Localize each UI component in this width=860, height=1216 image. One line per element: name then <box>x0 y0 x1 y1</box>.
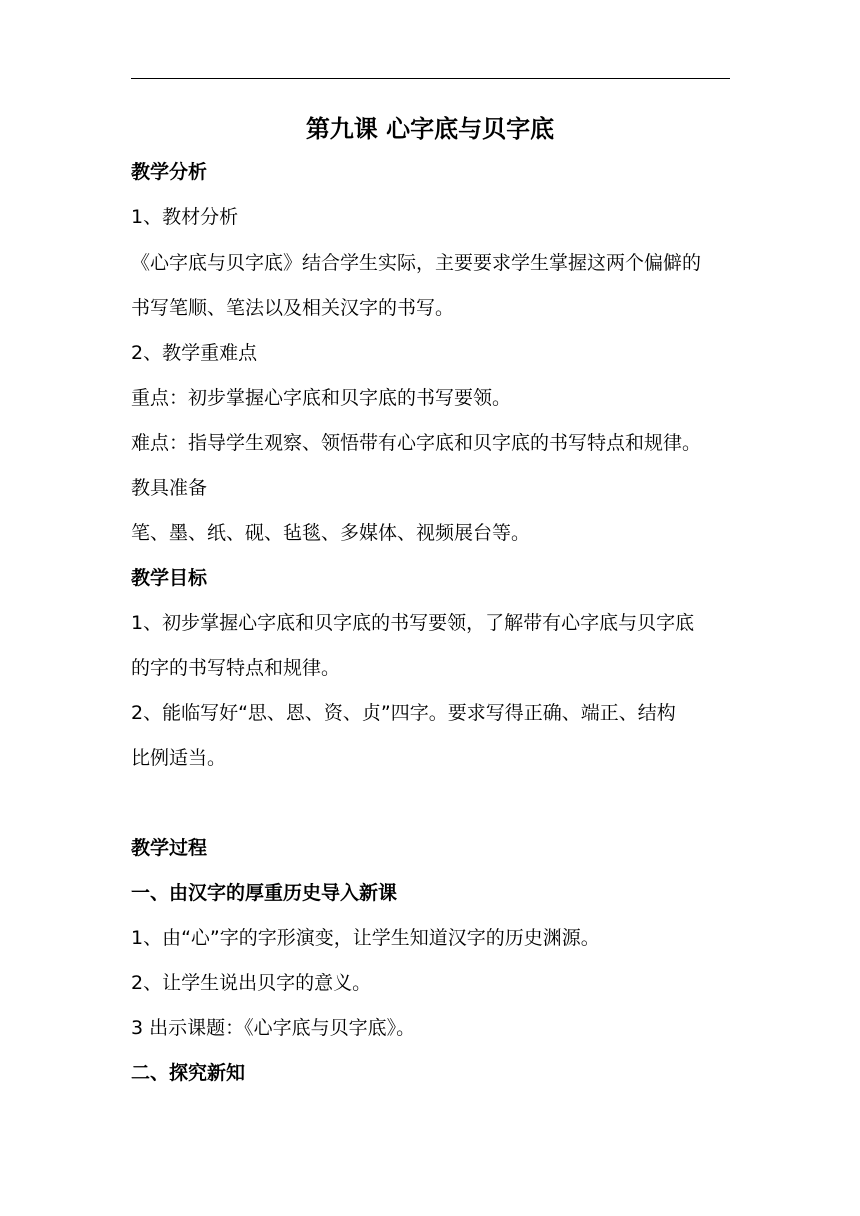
paragraph-line: 笔、墨、纸、砚、毡毯、多媒体、视频展台等。 <box>131 522 531 544</box>
paragraph-line: 重点：初步掌握心字底和贝字底的书写要领。 <box>131 387 512 409</box>
section-heading-introduction: 一、由汉字的厚重历史导入新课 <box>131 882 398 904</box>
subheading-material-analysis: 1、教材分析 <box>131 206 239 228</box>
paragraph-line: 难点：指导学生观察、领悟带有心字底和贝字底的书写特点和规律。 <box>131 432 702 454</box>
paragraph-line: 2、让学生说出贝字的意义。 <box>131 972 372 994</box>
header-rule <box>131 78 730 79</box>
section-heading-explore: 二、探究新知 <box>131 1062 246 1084</box>
paragraph-line: 1、初步掌握心字底和贝字底的书写要领，了解带有心字底与贝字底 <box>131 612 695 634</box>
section-heading-analysis: 教学分析 <box>131 161 208 183</box>
paragraph-line: 《心字底与贝字底》结合学生实际，主要要求学生掌握这两个偏僻的 <box>131 252 702 274</box>
subheading-teaching-aids: 教具准备 <box>131 477 208 499</box>
paragraph-line: 比例适当。 <box>131 747 227 769</box>
paragraph-line: 3 出示课题：《心字底与贝字底》。 <box>131 1017 416 1039</box>
section-heading-objectives: 教学目标 <box>131 567 208 589</box>
paragraph-line: 2、能临写好“思、恩、资、贞”四字。要求写得正确、端正、结构 <box>131 702 676 724</box>
paragraph-line: 书写笔顺、笔法以及相关汉字的书写。 <box>131 297 455 319</box>
paragraph-line: 的字的书写特点和规律。 <box>131 657 341 679</box>
paragraph-line: 1、由“心”字的字形演变，让学生知道汉字的历史渊源。 <box>131 927 600 949</box>
page-title: 第九课 心字底与贝字底 <box>305 115 555 143</box>
section-heading-process: 教学过程 <box>131 837 208 859</box>
subheading-key-points: 2、教学重难点 <box>131 342 258 364</box>
